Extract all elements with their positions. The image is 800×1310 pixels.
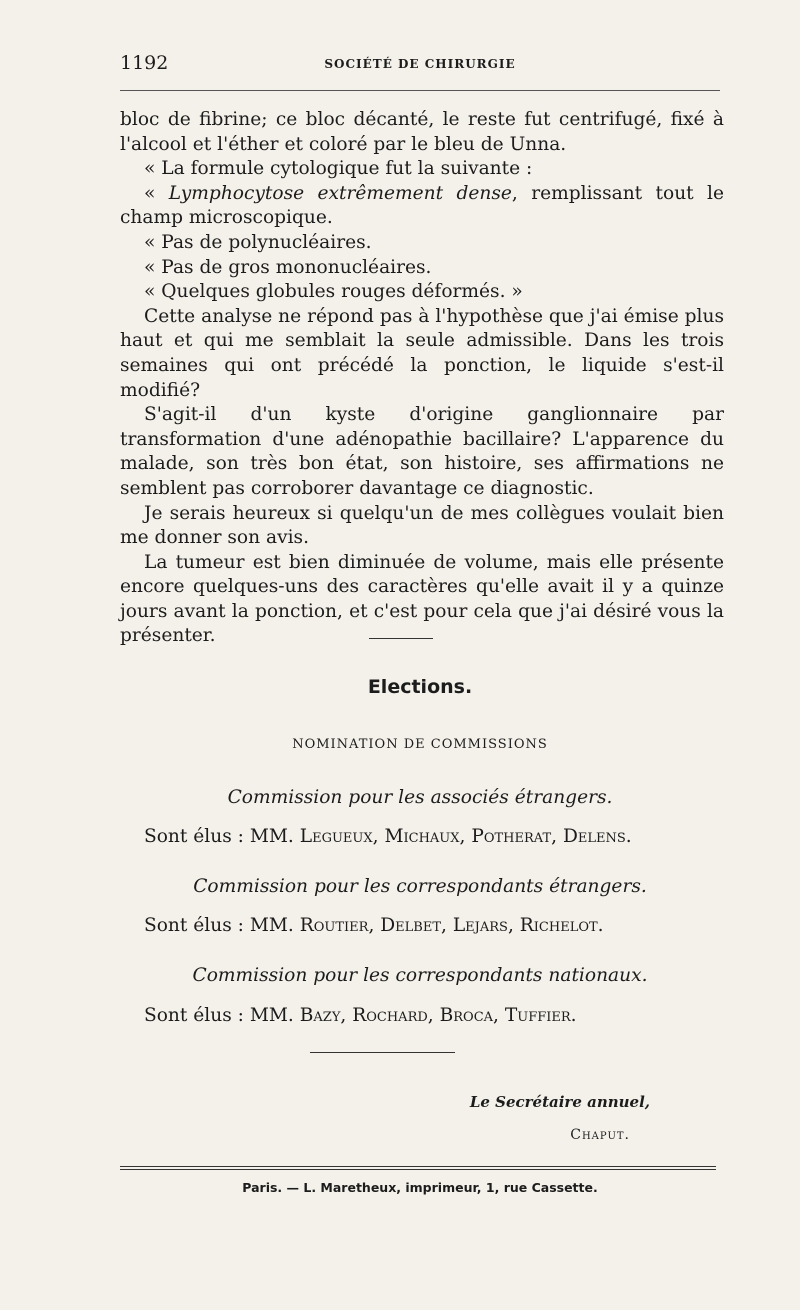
members-prefix: Sont élus : MM. [144, 1005, 300, 1026]
section-divider [369, 638, 433, 639]
paragraph-10: La tumeur est bien diminuée de volume, mais elle présente encore quelques-uns des caractères qu'elle avait il y a quinze jours avant la ponction, et c'est pour cela que j'ai désiré vous la présenter. [120, 551, 724, 647]
paragraph-9: Je serais heureux si quelqu'un de mes collègues voulait bien me donner son avis. [120, 502, 724, 549]
running-title: SOCIÉTÉ DE CHIRURGIE [324, 57, 516, 71]
footer-rule [120, 1169, 716, 1170]
paragraph-1: bloc de fibrine; ce bloc décanté, le reste fut centrifugé, fixé à l'alcool et l'éther et coloré par le bleu de Unna. [120, 109, 724, 155]
paragraph-4: « Pas de polynucléaires. [144, 231, 372, 253]
paragraph-7: Cette analyse ne répond pas à l'hypothèse que j'ai émise plus haut et qui me semblait la seule admissible. Dans les trois semaines qui ont précédé la ponction, le liquide s'est-il modifié? [120, 305, 724, 401]
commission-title: Commission pour les associés étrangers. [227, 787, 613, 808]
body-text [120, 108, 724, 649]
signature-title: Le Secrétaire annuel, [469, 1093, 650, 1111]
quote-mark: « [144, 182, 169, 204]
commission-members [144, 1005, 577, 1026]
members-names: Legueux, Michaux, Potherat, Delens. [299, 826, 632, 847]
section-heading: Elections. [367, 676, 473, 698]
paragraph-3-rest: , remplissant tout le champ microscopique. [120, 182, 724, 229]
page-header [120, 52, 720, 76]
paragraph-6: « Quelques globules rouges déformés. » [144, 281, 523, 303]
members-prefix: Sont élus : MM. [144, 826, 300, 847]
commission-title: Commission pour les correspondants nationaux. [192, 965, 648, 986]
section-divider [310, 1052, 455, 1053]
page-number: 1192 [120, 52, 169, 74]
header-rule [120, 90, 720, 91]
members-names: Bazy, Rochard, Broca, Tuffier. [299, 1005, 577, 1026]
printer-imprint: Paris. — L. Maretheux, imprimeur, 1, rue Cassette. [242, 1180, 598, 1195]
paragraph-5: « Pas de gros mononucléaires. [144, 256, 432, 278]
paragraph-3 [120, 182, 724, 231]
commission-title: Commission pour les correspondants étrangers. [193, 876, 647, 897]
footer-rule [120, 1166, 716, 1167]
commission-members [144, 826, 632, 847]
members-names: Routier, Delbet, Lejars, Richelot. [299, 915, 604, 936]
emphasis-lymphocytose: Lymphocytose extrêmement dense [168, 182, 512, 204]
paragraph-2: « La formule cytologique fut la suivante : [144, 158, 533, 180]
members-prefix: Sont élus : MM. [144, 915, 300, 936]
paragraph-8: S'agit-il d'un kyste d'origine ganglionnaire par transformation d'une adénopathie bacillaire? L'apparence du malade, son très bon état, son histoire, ses affirmations ne semblent pas corroborer davantage ce diagnostic. [120, 404, 724, 499]
section-subheading: NOMINATION DE COMMISSIONS [292, 737, 548, 752]
commission-members [144, 915, 604, 936]
signature-name: Chaput. [570, 1127, 630, 1143]
